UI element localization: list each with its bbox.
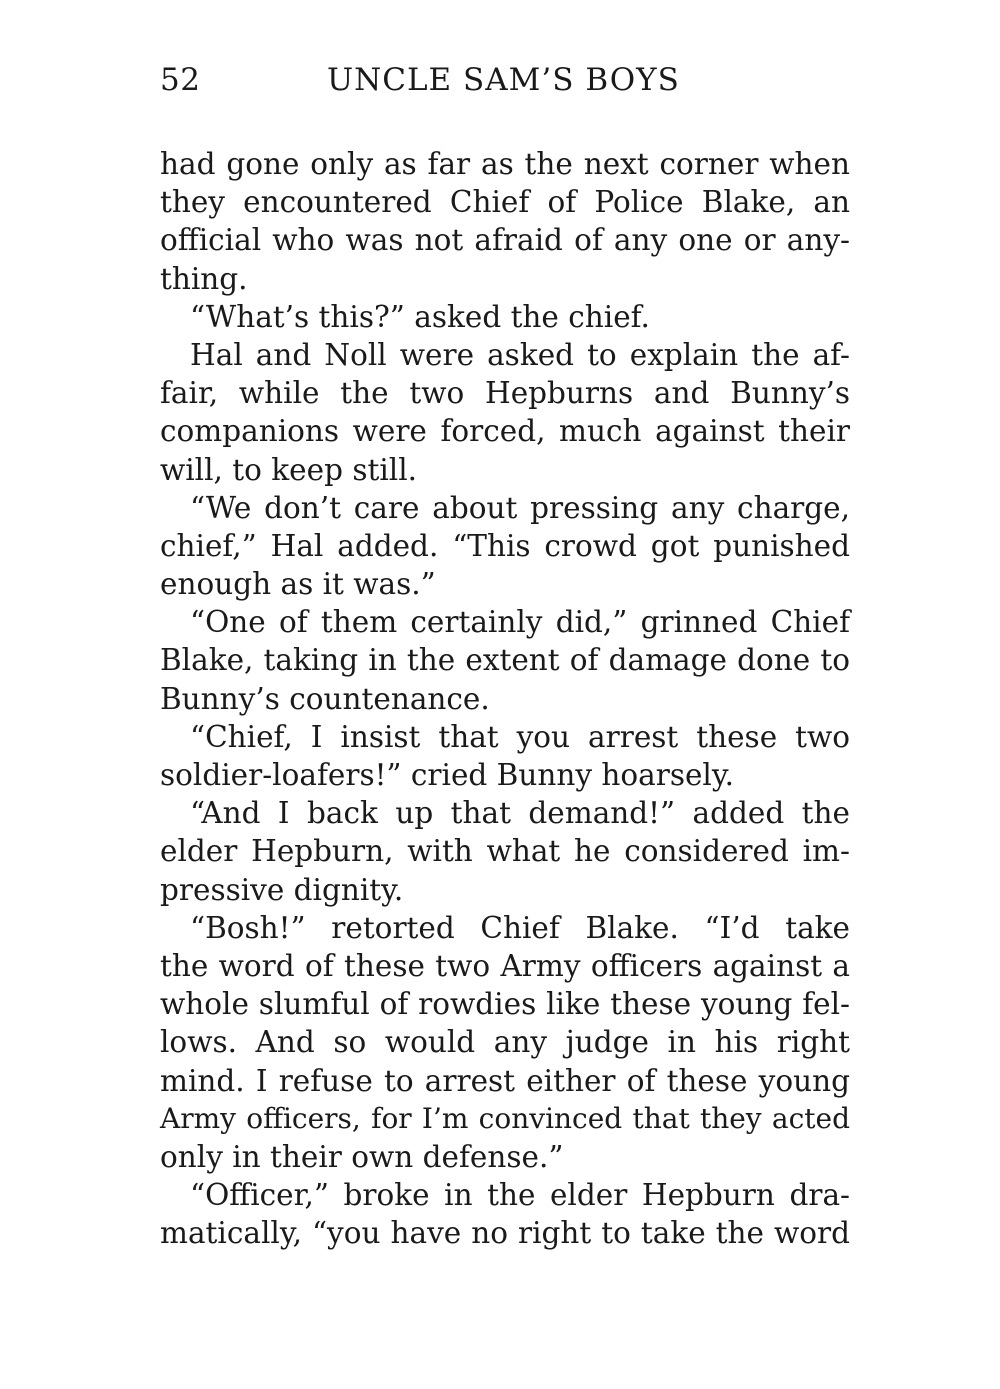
text-line: only in their own defense.” [160, 1139, 564, 1174]
text-line: “What’s this?” asked the chief. [190, 299, 650, 334]
body-text [160, 145, 850, 1252]
text-line: mind. I refuse to arrest either of these young [160, 1063, 850, 1098]
text-line: thing. [160, 261, 248, 296]
text-line: “Officer,” broke in the elder Hepburn dra- [190, 1178, 850, 1213]
text-line: elder Hepburn, with what he considered im- [160, 834, 850, 869]
text-line: “And I back up that demand!” added the [190, 796, 850, 831]
text-line: “Bosh!” retorted Chief Blake. “I’d take [190, 910, 850, 945]
text-line: “One of them certainly did,” grinned Chief [190, 605, 850, 640]
text-line: Bunny’s countenance. [160, 681, 490, 716]
page-header [160, 62, 850, 112]
text-line: whole slumful of rowdies like these young fel- [160, 987, 850, 1022]
text-line: the word of these two Army officers against a [160, 948, 850, 983]
text-line: soldier-loafers!” cried Bunny hoarsely. [160, 758, 734, 792]
text-line: Hal and Noll were asked to explain the af- [190, 337, 850, 372]
text-line: matically, “you have no right to take the word [160, 1216, 850, 1251]
text-line: “Chief, I insist that you arrest these two [190, 719, 850, 754]
text-line: Blake, taking in the extent of damage done to [160, 643, 850, 678]
text-line: enough as it was.” [160, 567, 436, 602]
text-line: “We don’t care about pressing any charge, [190, 490, 850, 525]
text-line: official who was not afraid of any one or any- [160, 223, 850, 258]
text-line: Army officers, for I’m convinced that they acted [160, 1101, 850, 1135]
running-head: UNCLE SAM’S BOYS [327, 62, 680, 98]
text-line: companions were forced, much against their [160, 414, 850, 449]
text-line: lows. And so would any judge in his right [160, 1025, 850, 1060]
text-line: pressive dignity. [160, 872, 404, 907]
text-line: fair, while the two Hepburns and Bunny’s [160, 376, 850, 411]
text-line: had gone only as far as the next corner when [160, 147, 850, 181]
text-line: chief,” Hal added. “This crowd got punished [160, 528, 850, 563]
text-line: will, to keep still. [160, 452, 418, 487]
page-number: 52 [160, 62, 201, 98]
text-line: they encountered Chief of Police Blake, an [160, 185, 850, 220]
